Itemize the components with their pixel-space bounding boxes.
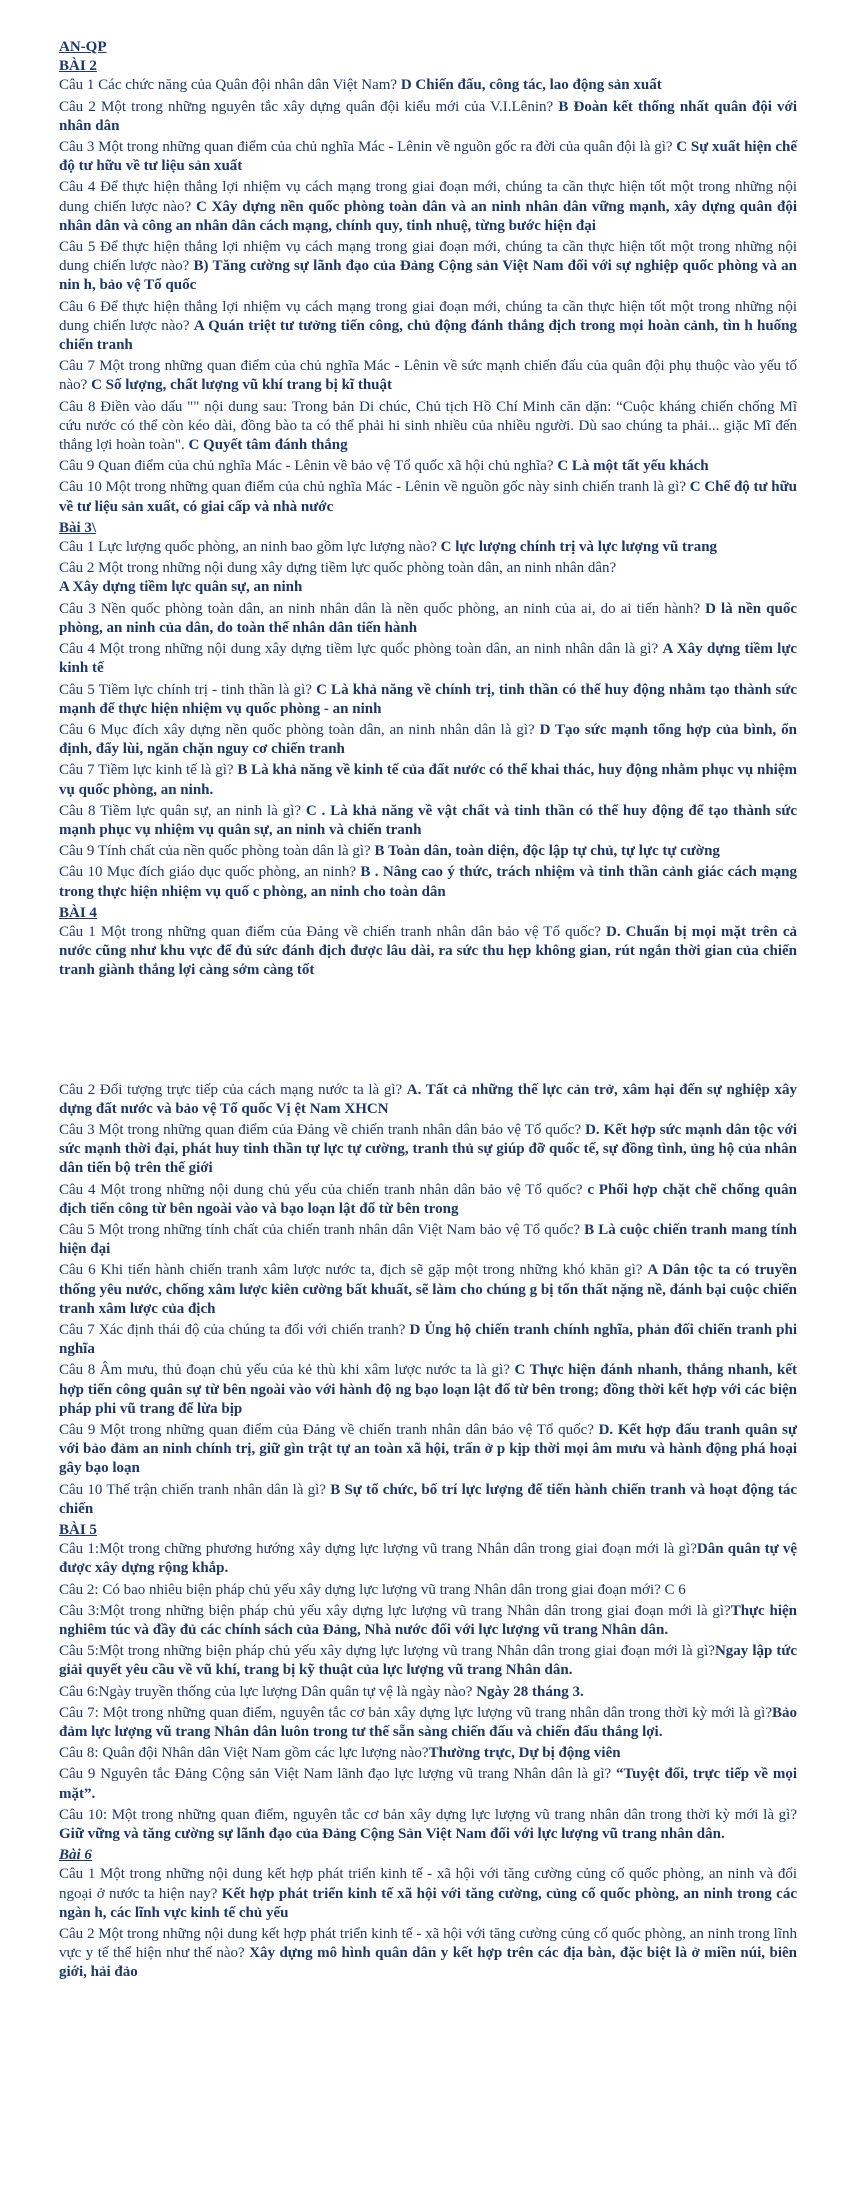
answer-text: A Dân tộc ta có truyền thống yêu nước, chống xâm lược kiên cường bất khuất, sẽ làm cho chúng g bị tổn thất nặng nề, đánh bại cuộc chiến tranh xâm lược của địch (59, 1262, 797, 1317)
question-text: Câu 7 Một trong những quan điểm của chủ nghĩa Mác - Lênin về sức mạnh chiến đấu của quân đội phụ thuộc vào yếu tố nào? (59, 358, 797, 394)
question-text: Câu 9 Quan điểm của chủ nghĩa Mác - Lênin về bảo vệ Tổ quốc xã hội chủ nghĩa? (59, 458, 558, 475)
question-item (59, 842, 797, 861)
answer-text: C Thực hiện đánh nhanh, thắng nhanh, kết hợp tiến công quân sự từ bên ngoài vào với hành độ ng bạo loạn lật đổ từ bên trong; đồng thời kết hợp với các biện pháp phi vũ trang để lừa bịp (59, 1362, 797, 1417)
answer-text: C Là khả năng về chính trị, tinh thần có thể huy động nhằm tạo thành sức mạnh để thực hiện nhiệm vụ quốc phòng - an ninh (59, 681, 797, 717)
answer-text: Thường trực, Dự bị động viên (428, 1745, 621, 1762)
question-item (59, 1683, 797, 1702)
question-item (59, 1361, 797, 1419)
question-text: Câu 3 Một trong những quan điểm của Đảng về chiến tranh nhân dân bảo vệ Tổ quốc? (59, 1121, 586, 1138)
question-item (59, 681, 797, 719)
question-item (59, 721, 797, 759)
question-item (59, 1806, 797, 1844)
answer-text: A Quán triệt tư tưởng tiến công, chủ động đánh thắng địch trong mọi hoàn cảnh, tìn h huống chiến tranh (59, 317, 798, 354)
question-item (59, 923, 797, 981)
question-item (59, 538, 797, 557)
question-text: Câu 6:Ngày truyền thống của lực lượng Dân quân tự vệ là ngày nào? (59, 1683, 477, 1700)
question-item (59, 298, 797, 356)
answer-text: A Xây dựng tiềm lực kinh tế (59, 641, 797, 677)
question-item (59, 478, 797, 516)
question-item (59, 1704, 797, 1742)
answer-text: B . Nâng cao ý thức, trách nhiệm và tinh thần cảnh giác cách mạng trong thực hiện nhiệm vụ quố c phòng, an ninh cho toàn dân (59, 864, 798, 900)
question-text: Câu 9 Tính chất của nền quốc phòng toàn dân là gì? (59, 843, 375, 860)
document-title: AN-QP (59, 39, 107, 55)
question-item (59, 1925, 797, 1983)
question-item (59, 357, 797, 395)
answer-text: Thực hiện nghiêm túc và đầy đủ các chính sách của Đảng, Nhà nước đối với lực lượng vũ trang Nhân dân. (59, 1602, 797, 1639)
question-item (59, 398, 797, 456)
answer-text: B Là cuộc chiến tranh mang tính hiện đại (59, 1221, 798, 1258)
question-text: Câu 3 Nền quốc phòng toàn dân, an ninh nhân dân là nền quốc phòng, an ninh của ai, do ai tiến hành? (59, 600, 706, 617)
question-text: Câu 1 Một trong những quan điểm của Đảng về chiến tranh nhân dân bảo vệ Tổ quốc? (59, 923, 606, 940)
answer-text: C Quyết tâm đánh thắng (188, 437, 348, 454)
section-heading: BÀI 5 (59, 1522, 97, 1539)
question-item (59, 1865, 797, 1923)
question-text: Câu 10 Thế trận chiến tranh nhân dân là gì? (59, 1481, 331, 1498)
answer-text: D. Kết hợp đấu tranh quân sự với bảo đảm an ninh chính trị, giữ gìn trật tự an toàn xã hội, trấn ở p kịp thời mọi âm mưu và hành động phá hoại gây bạo loạn (59, 1422, 797, 1477)
section-heading: Bài 6 (59, 1847, 92, 1864)
question-text: Câu 4 Một trong những nội dung chủ yếu của chiến tranh nhân dân bảo vệ Tổ quốc? (59, 1181, 588, 1198)
question-text: Câu 5 Để thực hiện thắng lợi nhiệm vụ cách mạng trong giai đoạn mới, chúng ta cần thực hiện tốt một trong những nội dung chiến lược nào? (59, 239, 797, 275)
answer-text: D Chiến đấu, công tác, lao động sản xuất (400, 77, 662, 94)
answer-text: C Xây dựng nền quốc phòng toàn dân và an ninh nhân dân vững mạnh, xây dựng quân đội nhân dân và công an nhân dân cách mạng, chính quy, tinh nhuệ, từng bước hiện đại (59, 198, 797, 234)
question-item (59, 1481, 797, 1519)
question-item (59, 1602, 797, 1640)
answer-text: D là nền quốc phòng, an ninh của dân, do toàn thể nhân dân tiến hành (59, 600, 797, 636)
question-item (59, 457, 797, 476)
answer-text: “Tuyệt đối, trực tiếp về mọi mặt”. (59, 1766, 797, 1802)
question-text: Câu 8 Âm mưu, thủ đoạn chủ yếu của kẻ thù khi xâm lược nước ta là gì? (59, 1362, 515, 1379)
question-item (59, 1744, 797, 1763)
question-text: Câu 8: Quân đội Nhân dân Việt Nam gồm các lực lượng nào? (59, 1745, 429, 1762)
section-heading: Bài 3\ (59, 519, 97, 536)
answer-text: D Ủng hộ chiến tranh chính nghĩa, phản đối chiến tranh phi nghĩa (59, 1321, 797, 1358)
question-item (59, 138, 797, 176)
answer-text: B Là khả năng về kinh tế của đất nước có thể khai thác, huy động nhằm phục vụ nhiệm vụ quốc phòng, an ninh. (59, 762, 798, 798)
question-item (59, 802, 797, 840)
question-item (59, 1221, 797, 1259)
question-text: Câu 4 Để thực hiện thắng lợi nhiệm vụ cách mạng trong giai đoạn mới, chúng ta cần thực hiện tốt một trong những nội dung chiến lược nào? (59, 179, 797, 215)
section-heading: BÀI 2 (59, 58, 97, 75)
question-item (59, 178, 797, 236)
answer-text: C lực lượng chính trị và lực lượng vũ trang (440, 539, 718, 556)
question-item (59, 1540, 797, 1578)
answer-text: C Số lượng, chất lượng vũ khí trang bị kĩ thuật (91, 377, 393, 394)
question-text: Câu 5:Một trong những biện pháp chủ yếu xây dựng lực lượng vũ trang Nhân dân trong giai đoạn mới là gì? (59, 1643, 715, 1660)
blank-gap (59, 983, 797, 1081)
question-text: Câu 1 Một trong những nội dung kết hợp phát triển kinh tế - xã hội với tăng cường củng cố quốc phòng, an ninh và đối ngoại ở nước ta hiện nay? (59, 1866, 797, 1902)
question-text: Câu 10: Một trong những quan điểm, nguyên tắc cơ bản xây dựng lực lượng vũ trang nhân dân trong thời kỳ mới là gì? (59, 1806, 797, 1823)
question-item (59, 761, 797, 799)
question-text: Câu 3 Một trong những quan điểm của chủ nghĩa Mác - Lênin về nguồn gốc ra đời của quân đội là gì? (59, 139, 677, 156)
question-item (59, 1765, 797, 1803)
question-text: Câu 2 Một trong những nội dung kết hợp phát triển kinh tế - xã hội với tăng cường củng cố quốc phòng, an ninh trong lĩnh vực y tế thể hiện như thế nào? (59, 1926, 797, 1962)
question-item (59, 238, 797, 296)
question-item (59, 76, 797, 95)
answer-text: D. Kết hợp sức mạnh dân tộc với sức mạnh thời đại, phát huy tinh thần tự lực tự cường, tranh thủ sự giúp đỡ quốc tế, sự đồng tình, ủng hộ của nhân dân tiến bộ trên thế giới (59, 1121, 797, 1177)
question-text: Câu 9 Một trong những quan điểm của Đảng về chiến tranh nhân dân bảo vệ Tổ quốc? (59, 1422, 599, 1438)
question-item (59, 600, 797, 638)
answer-text: Ngay lập tức giải quyết yêu cầu về vũ khí, trang bị kỹ thuật của lực lượng vũ trang Nhân dân. (59, 1643, 797, 1679)
answer-text: A. Tất cả những thế lực cản trở, xâm hại đến sự nghiệp xây dựng đất nước và bảo vệ Tổ quốc Vị ệt Nam XHCN (59, 1081, 797, 1117)
answer-text: Ngày 28 tháng 3. (476, 1683, 584, 1700)
question-text: Câu 5 Tiềm lực chính trị - tinh thần là gì? (59, 681, 317, 698)
document-page (59, 38, 797, 1985)
question-item (59, 1642, 797, 1680)
question-item (59, 98, 797, 136)
question-text: Câu 10 Mục đích giáo dục quốc phòng, an ninh? (59, 864, 361, 881)
question-text: Câu 6 Để thực hiện thắng lợi nhiệm vụ cách mạng trong giai đoạn mới, chúng ta cần thực hiện tốt một trong những nội dung chiến lược nào? (59, 298, 797, 334)
answer-text: Kết hợp phát triển kinh tế xã hội với tăng cường, củng cố quốc phòng, an ninh trong các ngàn h, các lĩnh vực kinh tế chủ yếu (59, 1885, 797, 1921)
question-item (59, 1181, 797, 1219)
question-text: Câu 2 Đối tượng trực tiếp của cách mạng nước ta là gì? (59, 1081, 407, 1098)
answer-text: C . Là khả năng về vật chất và tinh thần có thể huy động để tạo thành sức mạnh phục vụ nhiệm vụ quân sự, an ninh và chiến tranh (59, 802, 798, 838)
answer-text: Dân quân tự vệ được xây dựng rộng khắp. (59, 1541, 797, 1577)
question-item (59, 1081, 797, 1119)
question-text: Câu 2: Có bao nhiêu biện pháp chủ yếu xây dựng lực lượng vũ trang Nhân dân trong giai đoạn mới? C 6 (59, 1581, 686, 1598)
question-item (59, 1261, 797, 1319)
question-text: Câu 7: Một trong những quan điểm, nguyên tắc cơ bản xây dựng lực lượng vũ trang nhân dân trong thời kỳ mới là gì? (59, 1704, 772, 1721)
answer-text: Xây dựng mô hình quân dân y kết hợp trên các địa bàn, đặc biệt là ở miền núi, biên giới, hải đảo (59, 1945, 797, 1981)
question-text: Câu 4 Một trong những nội dung xây dựng tiềm lực quốc phòng toàn dân, an ninh nhân dân là gì? (59, 641, 663, 658)
answer-text: B Toàn dân, toàn diện, độc lập tự chủ, tự lực tự cường (374, 843, 720, 860)
question-text: Câu 10 Một trong những quan điểm của chủ nghĩa Mác - Lênin về nguồn gốc này sinh chiến tranh là gì? (59, 479, 690, 496)
question-text: Câu 7 Xác định thái độ của chúng ta đối với chiến tranh? (59, 1321, 410, 1338)
section-heading: BÀI 4 (59, 904, 97, 921)
question-text: Câu 8 Tiềm lực quân sự, an ninh là gì? (59, 802, 306, 819)
question-text: Câu 9 Nguyên tắc Đảng Cộng sản Việt Nam lãnh đạo lực lượng vũ trang Nhân dân là gì? (59, 1766, 616, 1783)
question-item (59, 1421, 797, 1479)
answer-text: D Tạo sức mạnh tổng hợp của bình, ổn định, đẩy lùi, ngăn chặn nguy cơ chiến tranh (59, 721, 797, 758)
answer-text: Bảo đảm lực lượng vũ trang Nhân dân luôn trong tư thế sẵn sàng chiến đấu và chiến đấu thắng lợi. (59, 1704, 797, 1741)
question-text: Câu 6 Khi tiến hành chiến tranh xâm lược nước ta, địch sẽ gặp một trong những khó khăn gì? (59, 1262, 648, 1279)
question-text: Câu 8 Điền vào dấu "" nội dung sau: Trong bản Di chúc, Chủ tịch Hồ Chí Minh căn dặn: “Cuộc kháng chiến chống Mĩ cứu nước có thể còn kéo dài, đồng bào ta có thể phải hi sinh nhiều của nhiều người. Dù sao chúng ta phải... giặc Mĩ đến thắng lợi hoàn toàn". (59, 398, 797, 454)
answer-text: c Phối hợp chặt chẽ chống quân địch tiến công từ bên ngoài vào và bạo loạn lật đổ từ bên trong (59, 1181, 797, 1217)
answer-text: B Đoàn kết thống nhất quân đội với nhân dân (59, 98, 798, 134)
answer-text: A Xây dựng tiềm lực quân sự, an ninh (59, 579, 303, 596)
question-item (59, 1321, 797, 1359)
answer-text: C Là một tất yếu khách (557, 458, 709, 475)
question-item (59, 1121, 797, 1179)
answer-text: C Sự xuất hiện chế độ tư hữu về tư liệu sản xuất (59, 139, 798, 175)
question-text: Câu 3:Một trong những biện pháp chủ yếu xây dựng lực lượng vũ trang Nhân dân trong giai đoạn mới là gì? (59, 1602, 731, 1619)
question-item (59, 1581, 797, 1600)
question-text: Câu 2 Một trong những nguyên tắc xây dựng quân đội kiểu mới của V.I.Lênin? (59, 98, 559, 115)
document-content (59, 57, 797, 1982)
question-item (59, 559, 797, 597)
answer-text: Giữ vững và tăng cường sự lãnh đạo của Đảng Cộng Sản Việt Nam đối với lực lượng vũ trang nhân dân. (59, 1826, 725, 1843)
answer-text: B) Tăng cường sự lãnh đạo của Đảng Cộng sản Việt Nam đối với sự nghiệp quốc phòng và an nin h, bảo vệ Tổ quốc (59, 258, 798, 294)
answer-text: C Chế độ tư hữu về tư liệu sản xuất, có giai cấp và nhà nước (59, 479, 797, 515)
question-text: Câu 2 Một trong những nội dung xây dựng tiềm lực quốc phòng toàn dân, an ninh nhân dân? (59, 560, 617, 577)
answer-text: B Sự tổ chức, bố trí lực lượng để tiến hành chiến tranh và hoạt động tác chiến (59, 1481, 797, 1517)
question-item (59, 640, 797, 678)
answer-text: D. Chuẩn bị mọi mặt trên cả nước cũng như khu vực để đủ sức đánh địch được lâu dài, ra sức thu hẹp không gian, rút ngắn thời gian của chiến tranh giành thắng lợi càng sớm càng tốt (59, 923, 797, 979)
question-text: Câu 1 Các chức năng của Quân đội nhân dân Việt Nam? (59, 77, 401, 94)
question-text: Câu 6 Mục đích xây dựng nền quốc phòng toàn dân, an ninh nhân dân là gì? (59, 721, 540, 738)
question-text: Câu 5 Một trong những tính chất của chiến tranh nhân dân Việt Nam bảo vệ Tổ quốc? (59, 1221, 585, 1238)
question-item (59, 863, 797, 901)
question-text: Câu 1 Lực lượng quốc phòng, an ninh bao gồm lực lượng nào? (59, 539, 441, 556)
question-text: Câu 1:Một trong chững phương hướng xây dựng lực lượng vũ trang Nhân dân trong giai đoạn mới là gì? (59, 1541, 697, 1558)
question-text: Câu 7 Tiềm lực kinh tế là gì? (59, 762, 238, 779)
